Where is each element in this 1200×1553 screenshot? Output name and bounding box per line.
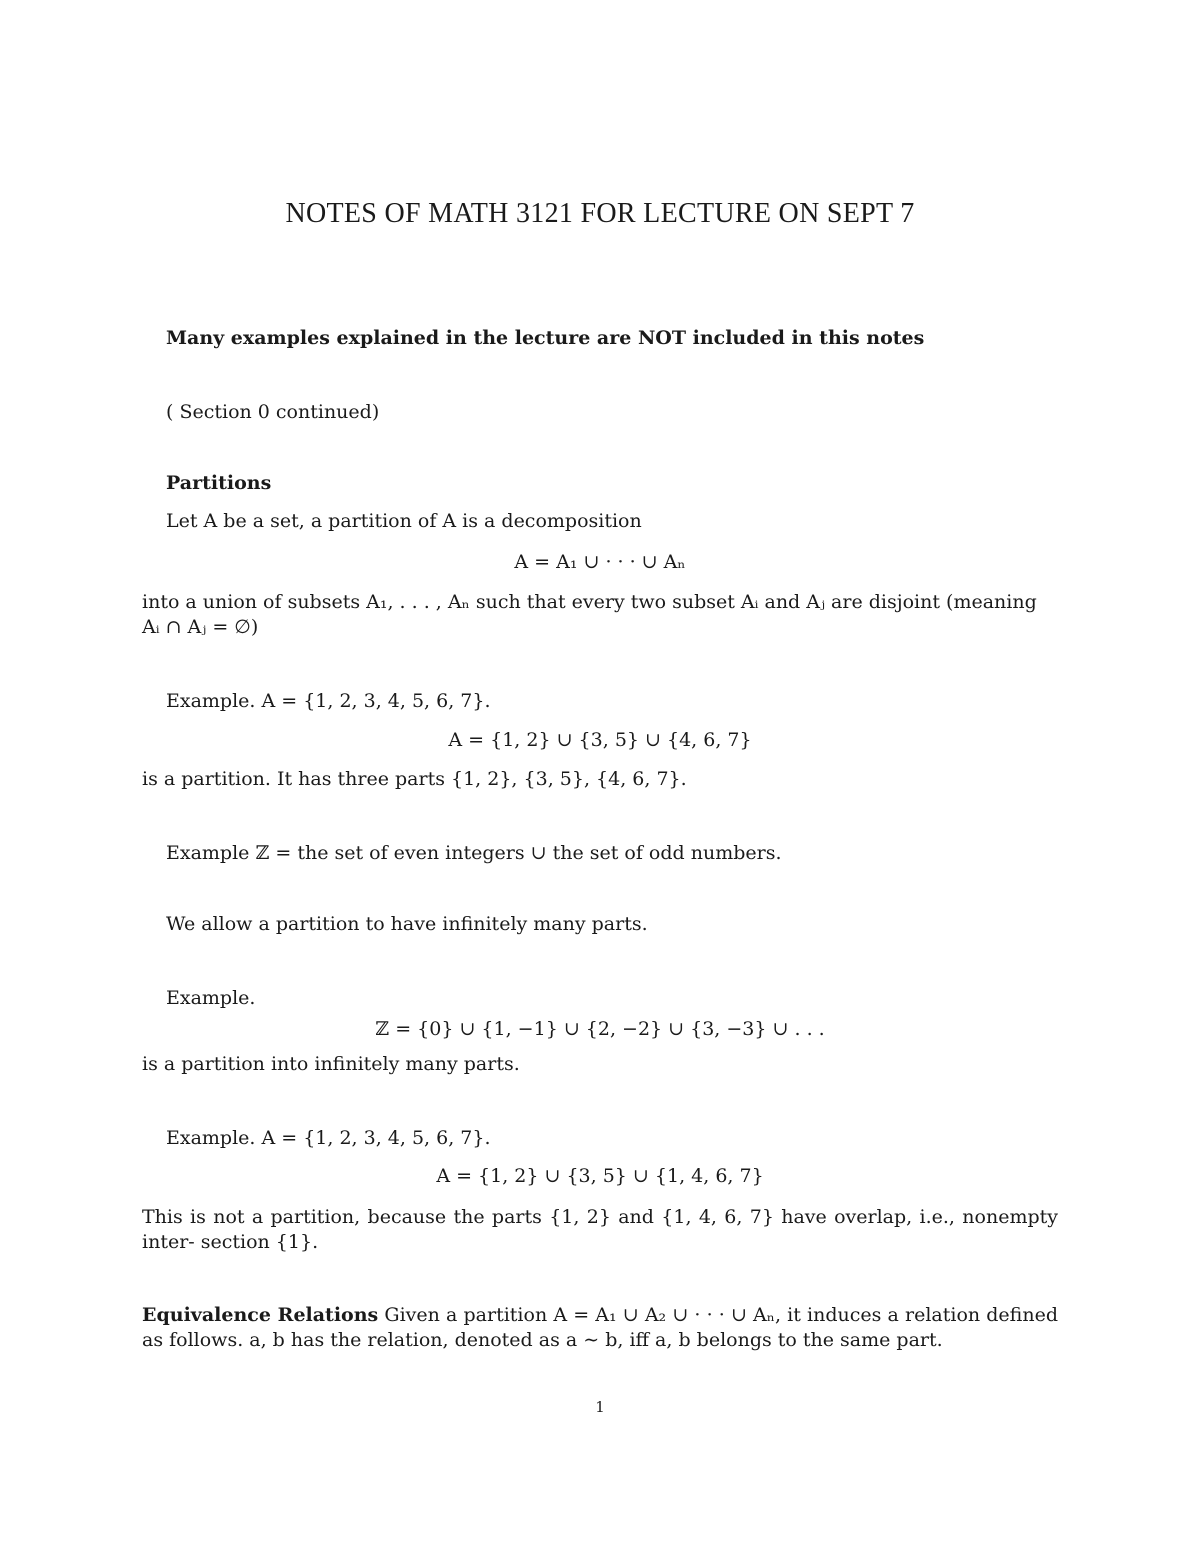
example4-equation: A = {1, 2} ∪ {3, 5} ∪ {1, 4, 6, 7} <box>436 1165 764 1187</box>
example1-equation: A = {1, 2} ∪ {3, 5} ∪ {4, 6, 7} <box>448 729 752 751</box>
example2-text: Example ℤ = the set of even integers ∪ the set of odd numbers. <box>166 842 782 864</box>
page-title: NOTES OF MATH 3121 FOR LECTURE ON SEPT 7 <box>285 198 915 229</box>
partition-definition-intro: Let A be a set, a partition of A is a decomposition <box>166 510 642 532</box>
infinite-parts-note: We allow a partition to have infinitely many parts. <box>166 913 648 935</box>
equivalence-relations-body: Given a partition A = A₁ ∪ A₂ ∪ · · · ∪ Aₙ, it induces a relation defined as follows. a, b has the relation, denoted as a ∼ b, iff a, b belongs to the same part. <box>142 1304 1058 1351</box>
example4-intro: Example. A = {1, 2, 3, 4, 5, 6, 7}. <box>166 1127 491 1149</box>
partition-definition-equation: A = A₁ ∪ · · · ∪ Aₙ <box>514 551 686 573</box>
example3-after: is a partition into infinitely many parts. <box>142 1053 520 1075</box>
example3-intro: Example. <box>166 987 256 1009</box>
page-number: 1 <box>595 1398 605 1416</box>
section-note: ( Section 0 continued) <box>166 401 380 423</box>
partition-definition-body-line1: into a union of subsets A₁, . . . , Aₙ such that every two subset Aᵢ and Aⱼ are disjoint (meaning <box>142 591 1037 613</box>
example1-intro: Example. A = {1, 2, 3, 4, 5, 6, 7}. <box>166 690 491 712</box>
equivalence-relations-heading: Equivalence Relations <box>142 1304 379 1326</box>
partitions-heading: Partitions <box>166 472 272 494</box>
example4-after: This is not a partition, because the parts {1, 2} and {1, 4, 6, 7} have overlap, i.e., nonempty inter- section {1}. <box>142 1206 1058 1253</box>
notice-text: Many examples explained in the lecture are NOT included in this notes <box>166 327 925 349</box>
example1-after: is a partition. It has three parts {1, 2}, {3, 5}, {4, 6, 7}. <box>142 768 687 790</box>
partition-definition-body-line2: Aᵢ ∩ Aⱼ = ∅) <box>142 616 259 638</box>
example3-equation: ℤ = {0} ∪ {1, −1} ∪ {2, −2} ∪ {3, −3} ∪ . . . <box>375 1018 825 1040</box>
equivalence-relations-paragraph <box>142 1303 1058 1353</box>
